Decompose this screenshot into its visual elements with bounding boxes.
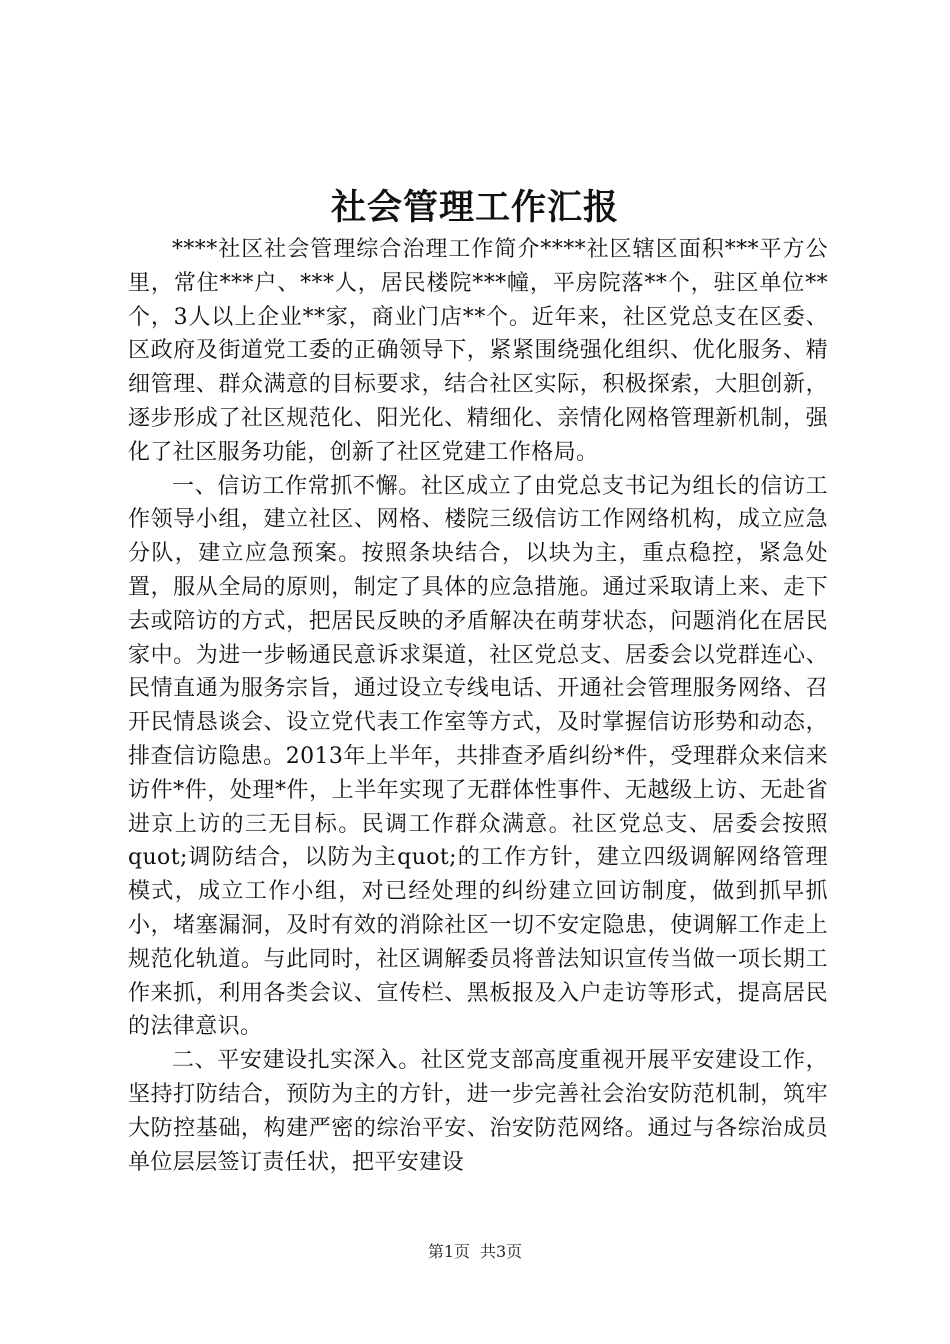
paragraph-safety-construction: 二、平安建设扎实深入。社区党支部高度重视开展平安建设工作，坚持打防结合，预防为主的方针，进一步完善社会治安防范机制，筑牢大防控基础，构建严密的综治平安、治安防范网络。通过与各综治成员单位层层签订责任状，把平安建设 (128, 1048, 828, 1175)
document-body (128, 233, 828, 1179)
page-footer (0, 1240, 950, 1264)
page-number-current: 第1页 (427, 1242, 470, 1261)
paragraph-petition-work: 一、信访工作常抓不懈。社区成立了由党总支书记为组长的信访工作领导小组，建立社区、网格、楼院三级信访工作网络机构，成立应急分队，建立应急预案。按照条块结合，以块为主，重点稳控，紧急处置，服从全局的原则，制定了具体的应急措施。通过采取请上来、走下去或陪访的方式，把居民反映的矛盾解决在萌芽状态，问题消化在居民家中。为进一步畅通民意诉求渠道，社区党总支、居委会以党群连心、民情直通为服务宗旨，通过设立专线电话、开通社会管理服务网络、召开民情恳谈会、设立党代表工作室等方式，及时掌握信访形势和动态，排查信访隐患。2013年上半年，共排查矛盾纠纷*件，受理群众来信来访件*件，处理*件，上半年实现了无群体性事件、无越级上访、无赴省进京上访的三无目标。民调工作群众满意。社区党总支、居委会按照quot;调防结合，以防为主quot;的工作方针，建立四级调解网络管理模式，成立工作小组，对已经处理的纠纷建立回访制度，做到抓早抓小，堵塞漏洞，及时有效的消除社区一切不安定隐患，使调解工作走上规范化轨道。与此同时，社区调解委员将普法知识宣传当做一项长期工作来抓，利用各类会议、宣传栏、黑板报及入户走访等形式，提高居民的法律意识。 (128, 473, 828, 1040)
document-title: 社会管理工作汇报 (330, 187, 619, 228)
page-number-total: 共3页 (480, 1242, 523, 1261)
paragraph-intro: ****社区社会管理综合治理工作简介****社区辖区面积***平方公里，常住***户、***人，居民楼院***幢，平房院落**个，驻区单位**个，3人以上企业**家，商业门店**个。近年来，社区党总支在区委、区政府及街道党工委的正确领导下，紧紧围绕强化组织、优化服务、精细管理、群众满意的目标要求，结合社区实际，积极探索，大胆创新，逐步形成了社区规范化、阳光化、精细化、亲情化网格管理新机制，强化了社区服务功能，创新了社区党建工作格局。 (128, 237, 828, 465)
